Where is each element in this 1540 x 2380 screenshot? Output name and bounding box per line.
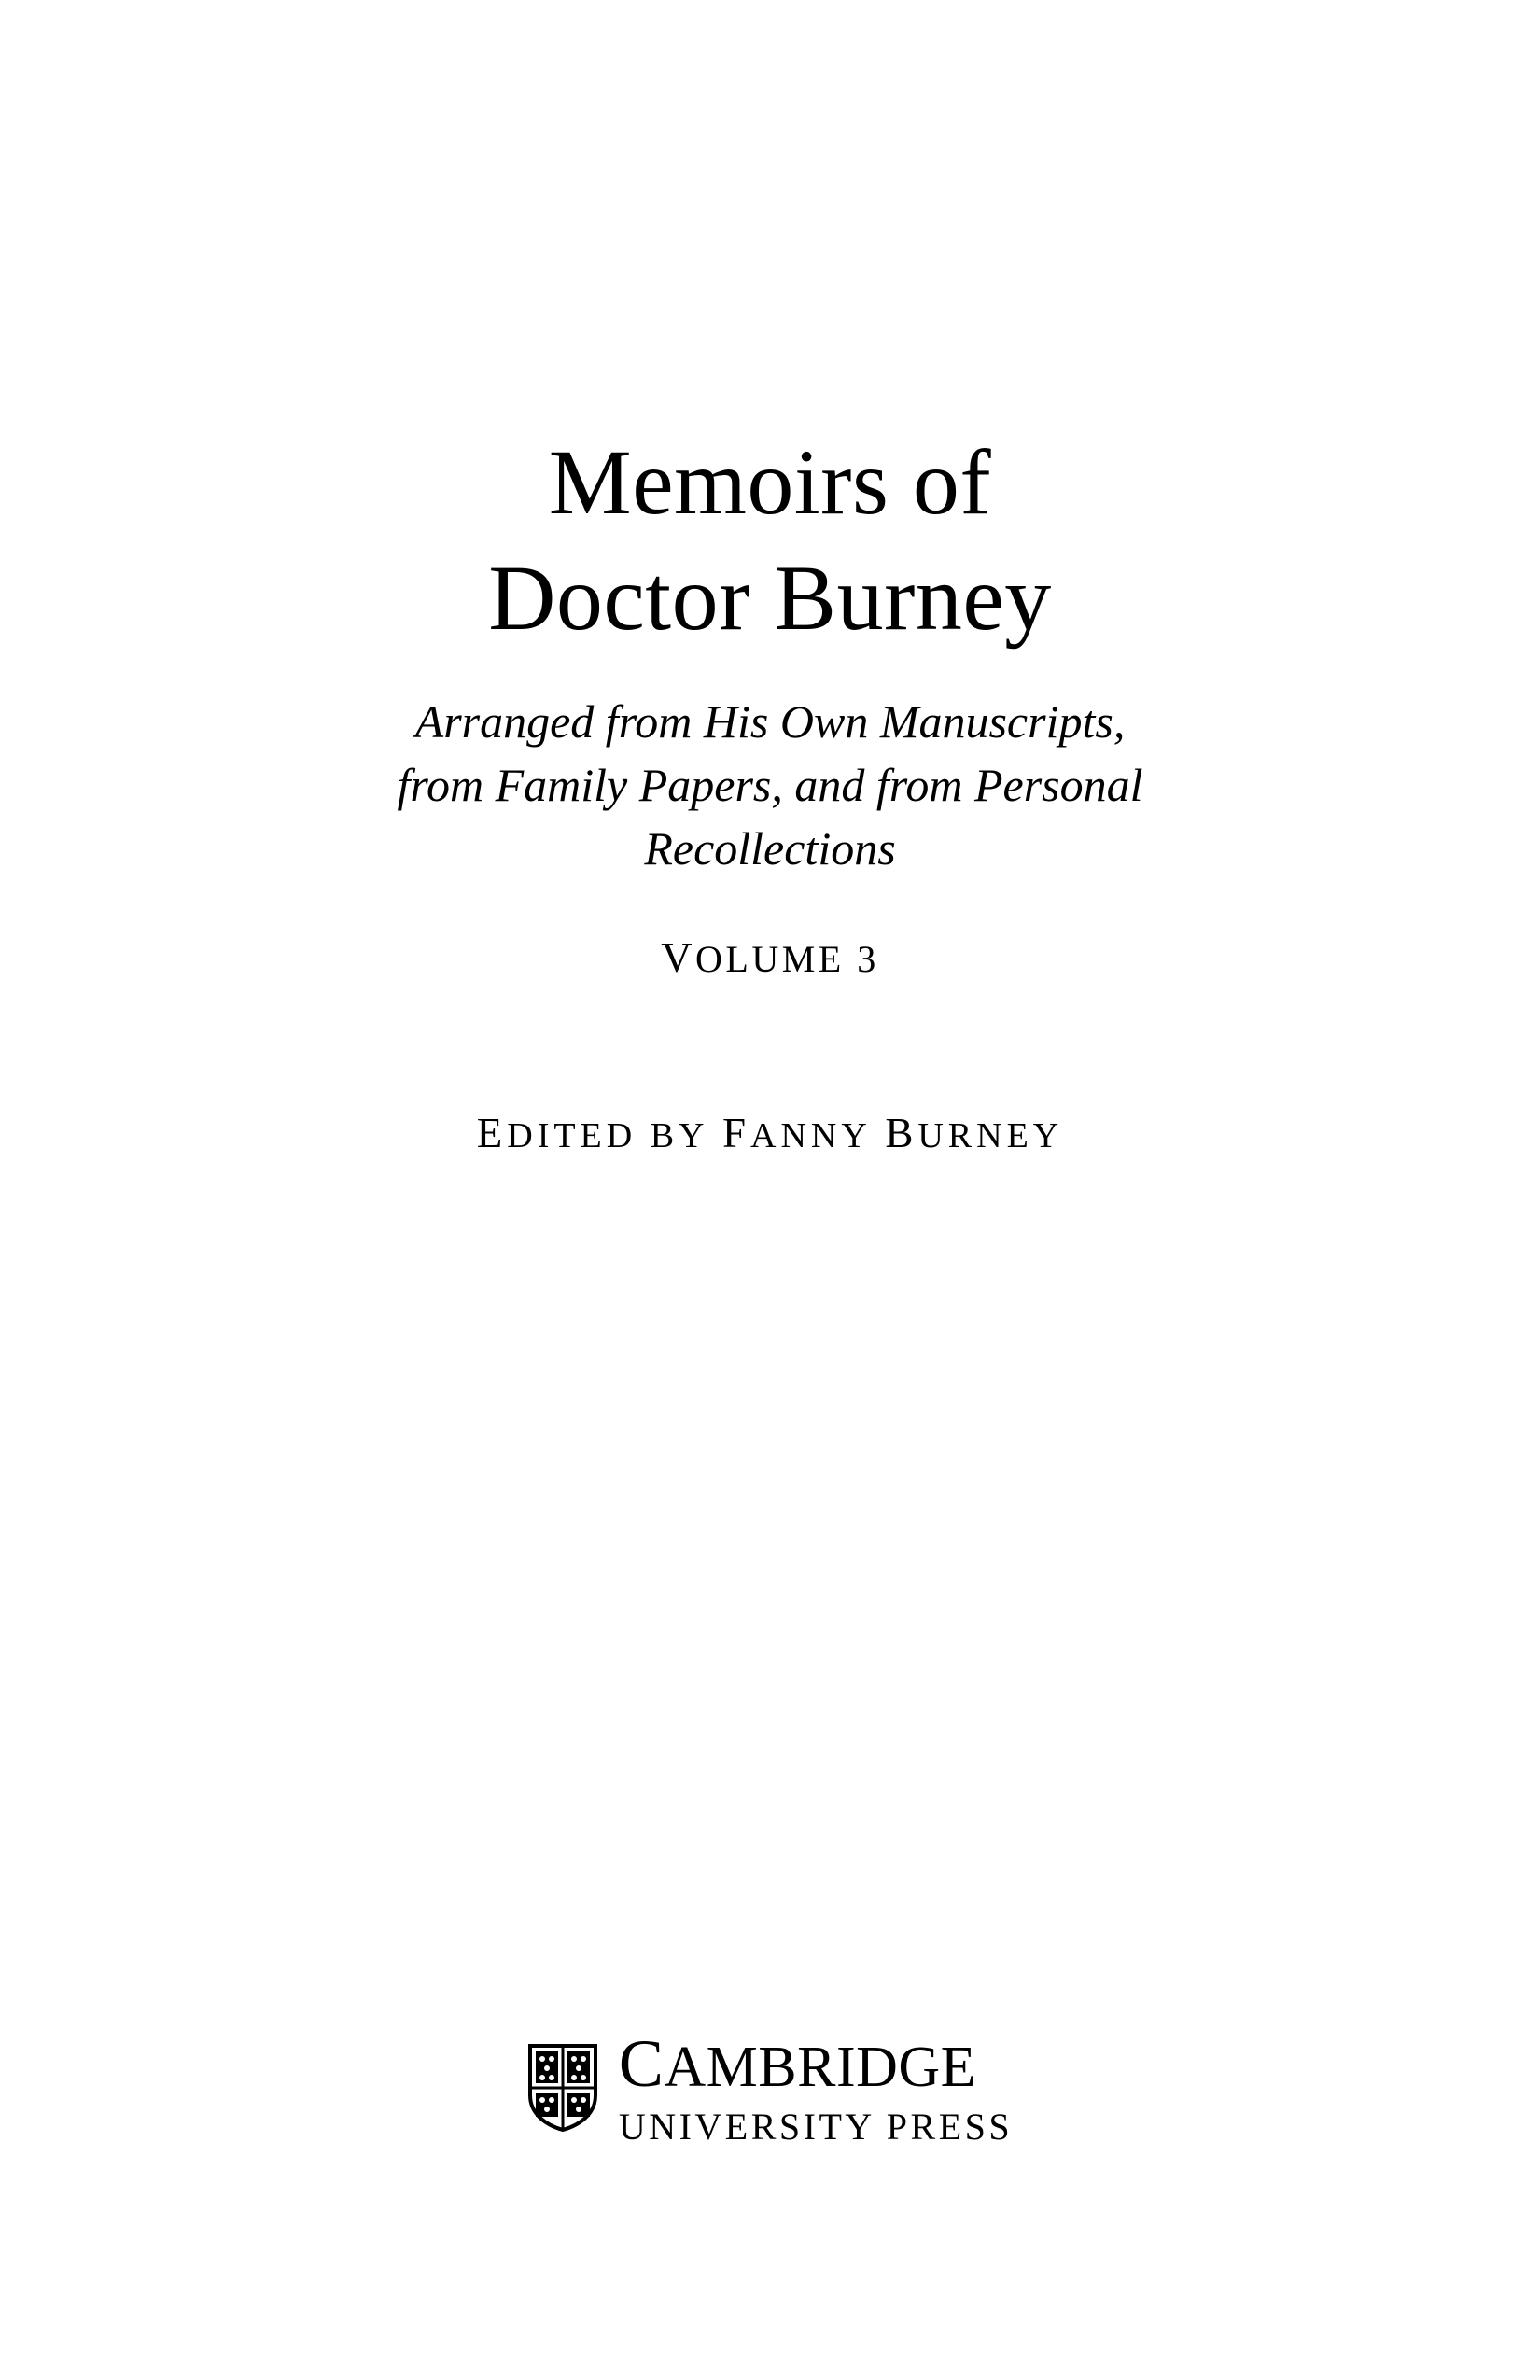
cambridge-crest-icon xyxy=(527,2043,598,2133)
editor-prefix-rest: DITED BY xyxy=(507,1116,709,1155)
subtitle xyxy=(322,690,1218,880)
publisher-name-rest: AMBRIDGE xyxy=(664,2036,977,2099)
editor-name-initial: F xyxy=(722,1110,751,1156)
volume-word-rest: OLUME xyxy=(695,938,845,980)
editor-surname-rest: URNEY xyxy=(917,1116,1064,1155)
volume-word-initial: V xyxy=(661,933,695,981)
title-line-2: Doctor Burney xyxy=(488,546,1052,650)
volume-number: 3 xyxy=(857,938,879,980)
subtitle-line-3: Recollections xyxy=(644,822,896,875)
editor-name-rest: ANNY xyxy=(750,1116,872,1155)
publisher-subtitle: UNIVERSITY PRESS xyxy=(618,2106,1014,2148)
title-line-1: Memoirs of xyxy=(548,430,992,534)
publisher-logo xyxy=(0,2026,1540,2148)
editor-surname-initial: B xyxy=(885,1110,918,1156)
publisher-text xyxy=(618,2026,1014,2148)
title-block xyxy=(0,425,1540,1157)
subtitle-line-1: Arranged from His Own Manuscripts, xyxy=(414,695,1126,748)
publisher-name xyxy=(618,2026,1013,2101)
editor-credit xyxy=(0,1109,1540,1157)
publisher-name-initial: C xyxy=(618,2026,665,2101)
volume-label xyxy=(0,932,1540,982)
page-title xyxy=(0,425,1540,656)
subtitle-line-2: from Family Papers, and from Personal xyxy=(397,759,1143,811)
editor-prefix-initial: E xyxy=(476,1110,508,1156)
